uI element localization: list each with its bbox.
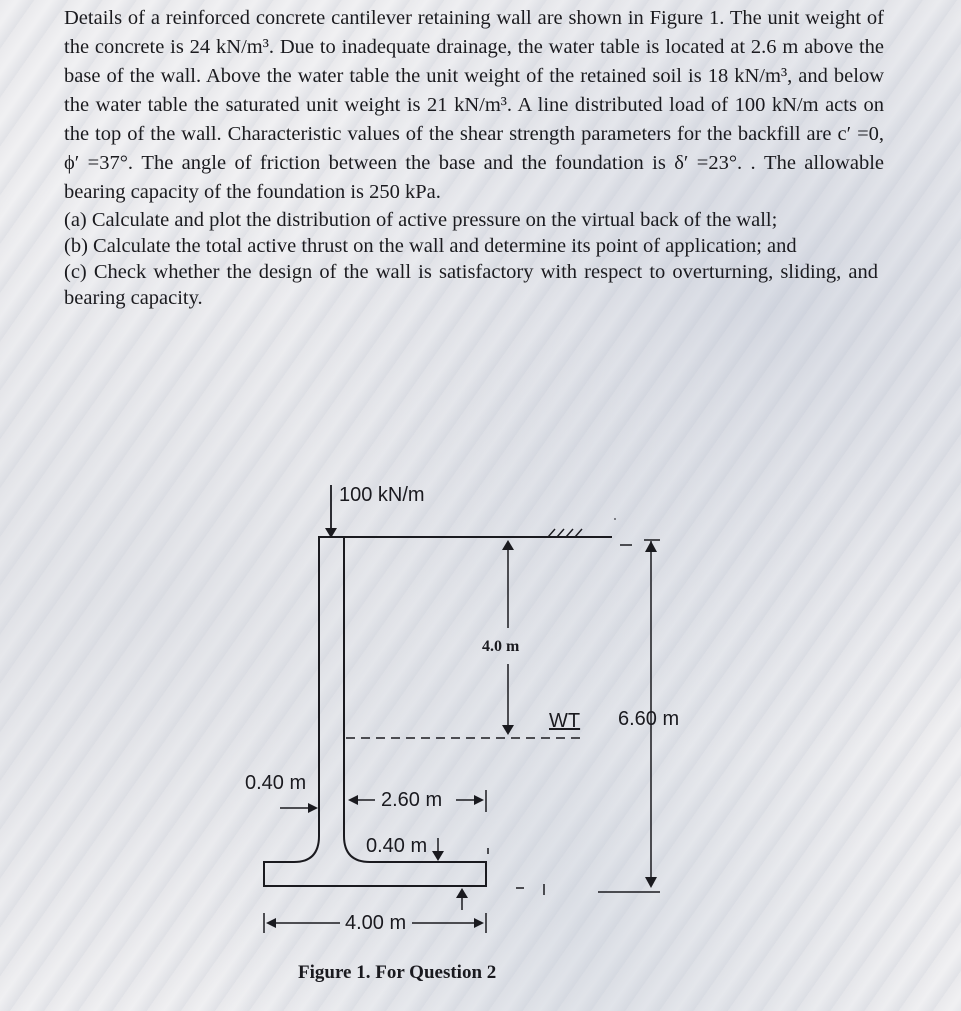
arrow-down-icon [502,725,514,735]
load-label: 100 kN/m [339,484,425,506]
arrow-up-icon [645,541,657,552]
figure-caption: Figure 1. For Question 2 [298,962,497,983]
part-b: (b) Calculate the total active thrust on the wall and determine its point of application; and [64,235,797,257]
total-height-label: 6.60 m [618,708,680,730]
base-thickness-label: 0.40 m [366,835,428,857]
part-c: (c) Check whether the design of the wall is satisfactory with respect to overturning, sliding, and bearing capacity. [64,261,878,309]
wall-outline [264,537,486,886]
arrow-down-icon [432,851,444,861]
arrow-left-icon [266,918,276,928]
part-a: (a) Calculate and plot the distribution of active pressure on the virtual back of the wall; [64,209,778,231]
water-table-label: WT [549,710,581,732]
problem-intro: Details of a reinforced concrete cantilever retaining wall are shown in Figure 1. The unit weight of the concrete is 24 kN/m³. Due to inadequate drainage, the water table is located at 2.6 m above the base of the wall. Above the water table the unit weight of the retained soil is 18 kN/m³, and below the water table the saturated unit weight is 21 kN/m³. A line distributed load of 100 kN/m acts on the top of the wall. Characteristic values of the shear strength parameters for the backfill are c′ =0, ϕ′ =37°. The angle of friction between the base and the foundation is δ′ =23°. . The allowable bearing capacity of the foundation is 250 kPa. [64,7,884,203]
heel-width-label: 2.60 m [381,789,443,811]
arrow-left-icon [348,795,358,805]
upper-height-label: 4.0 m [482,638,520,655]
arrow-up-icon [502,540,514,550]
arrow-right-icon [308,803,318,813]
arrow-up-icon [456,888,468,898]
base-width-label: 4.00 m [345,912,407,934]
arrow-right-icon [474,795,484,805]
arrow-down-icon [645,877,657,888]
ground-hatch-icon [548,529,582,537]
stem-thickness-label: 0.40 m [245,772,307,794]
arrow-right-icon [474,918,484,928]
